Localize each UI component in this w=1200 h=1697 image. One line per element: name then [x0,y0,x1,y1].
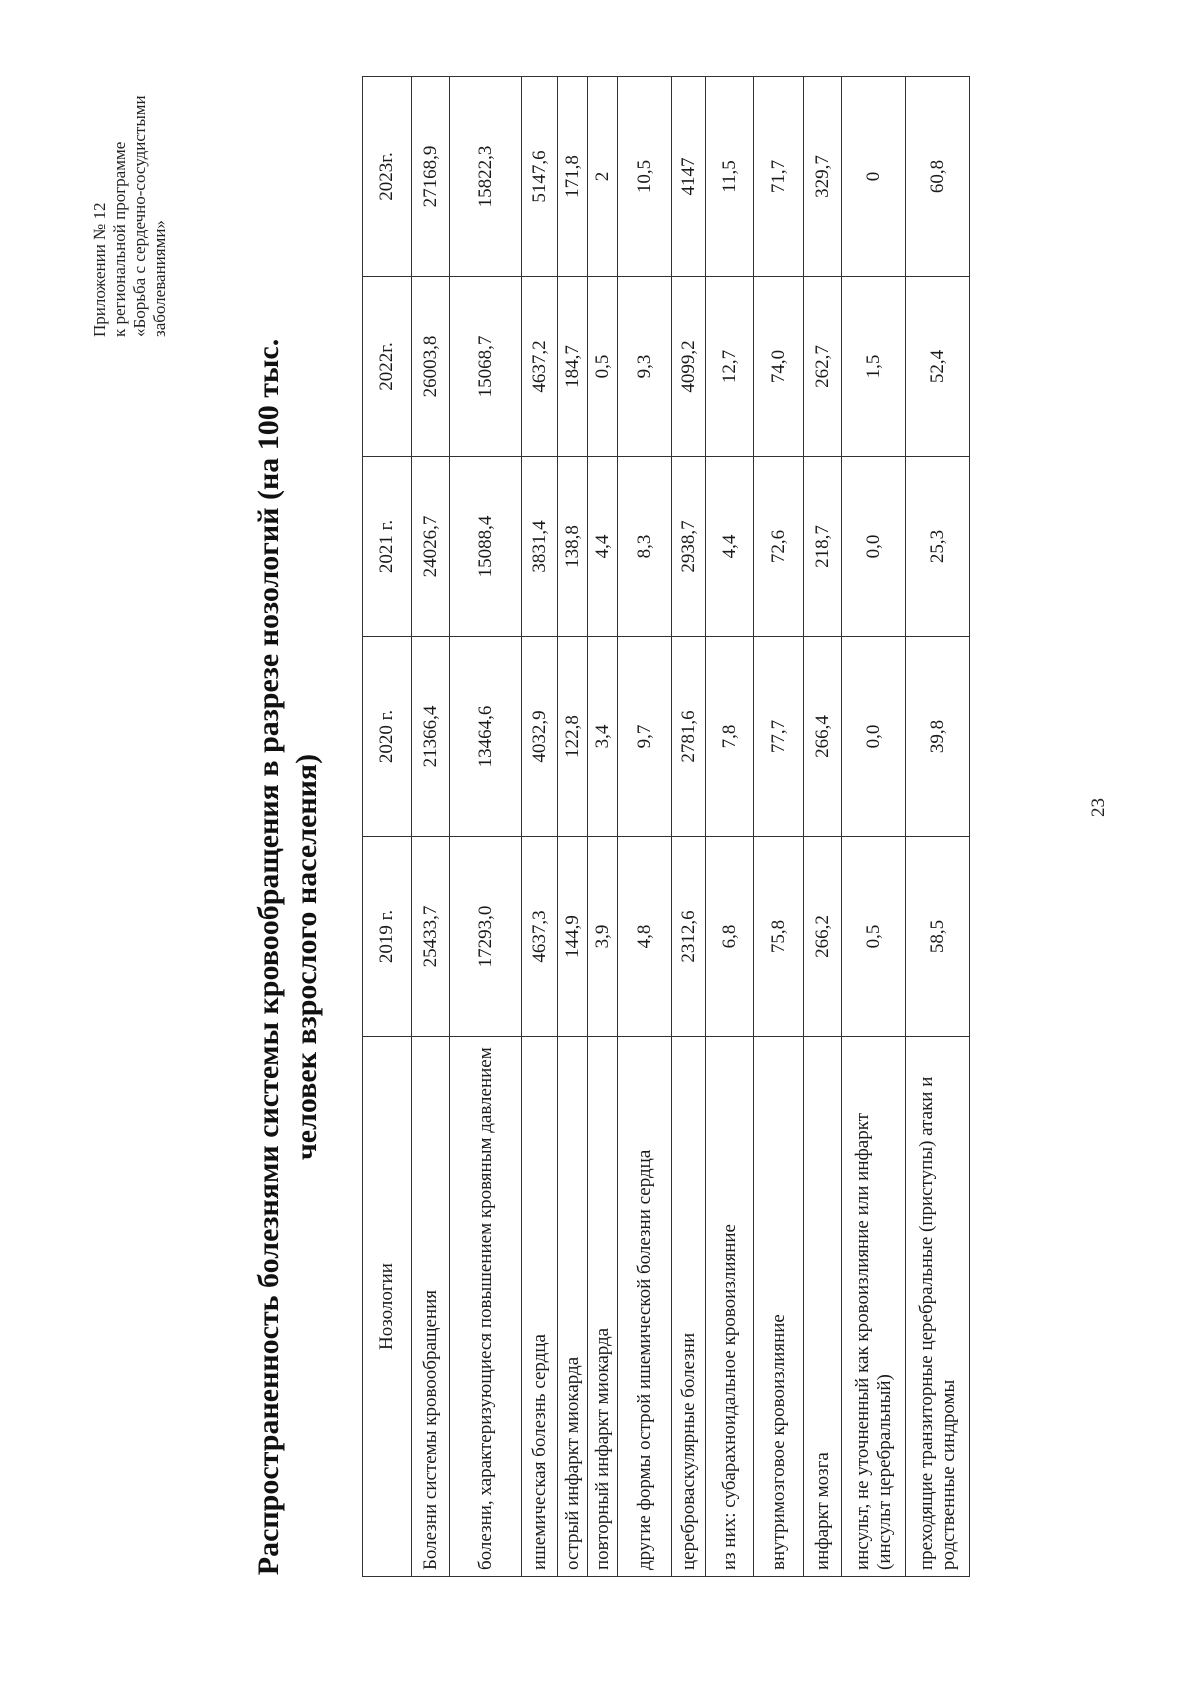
value-cell: 171,8 [558,77,588,277]
value-cell: 9,3 [618,277,672,457]
value-cell: 5147,6 [522,77,558,277]
value-cell: 144,9 [558,837,588,1037]
table-row [706,77,754,1577]
value-cell: 4637,3 [522,837,558,1037]
value-cell: 24026,7 [412,457,450,637]
nosology-cell: Болезни системы кровообращения [412,1037,450,1577]
value-cell: 11,5 [706,77,754,277]
table-row [522,77,558,1577]
value-cell: 60,8 [906,77,970,277]
value-cell: 0,0 [842,637,906,837]
value-cell: 4,4 [588,457,618,637]
value-cell: 184,7 [558,277,588,457]
value-cell: 27168,9 [412,77,450,277]
value-cell: 15068,7 [450,277,522,457]
table-row [618,77,672,1577]
annex-line-3: «Борьба с сердечно-сосудистыми [130,95,149,337]
header-year: 2020 г. [363,637,412,837]
value-cell: 8,3 [618,457,672,637]
value-cell: 25,3 [906,457,970,637]
page-number: 23 [1088,798,1109,817]
value-cell: 77,7 [754,637,804,837]
prevalence-table [362,76,970,1577]
nosology-cell: преходящие транзиторные церебральные (приступы) атаки и родственные синдромы [906,1037,970,1577]
table-row [754,77,804,1577]
table-header-row [363,77,412,1577]
nosology-cell: другие формы острой ишемической болезни сердца [618,1037,672,1577]
document-title [250,337,326,1577]
header-year: 2022г. [363,277,412,457]
table-row [672,77,706,1577]
value-cell: 75,8 [754,837,804,1037]
table-body [412,77,970,1577]
value-cell: 74,0 [754,277,804,457]
value-cell: 17293,0 [450,837,522,1037]
value-cell: 218,7 [804,457,842,637]
value-cell: 2781,6 [672,637,706,837]
nosology-cell: болезни, характеризующиеся повышением кровяным давлением [450,1037,522,1577]
value-cell: 2 [588,77,618,277]
table-row [804,77,842,1577]
value-cell: 4,8 [618,837,672,1037]
table-row [412,77,450,1577]
value-cell: 58,5 [906,837,970,1037]
value-cell: 25433,7 [412,837,450,1037]
value-cell: 9,7 [618,637,672,837]
table-row [906,77,970,1577]
annex-line-1: Приложении № 12 [90,202,109,337]
header-year: 2021 г. [363,457,412,637]
value-cell: 12,7 [706,277,754,457]
value-cell: 262,7 [804,277,842,457]
value-cell: 138,8 [558,457,588,637]
value-cell: 2938,7 [672,457,706,637]
value-cell: 3831,4 [522,457,558,637]
value-cell: 10,5 [618,77,672,277]
nosology-cell: из них: субарахноидальное кровоизлияние [706,1037,754,1577]
value-cell: 7,8 [706,637,754,837]
value-cell: 329,7 [804,77,842,277]
value-cell: 71,7 [754,77,804,277]
value-cell: 39,8 [906,637,970,837]
value-cell: 4032,9 [522,637,558,837]
table-row [450,77,522,1577]
value-cell: 26003,8 [412,277,450,457]
nosology-cell: внутримозговое кровоизлияние [754,1037,804,1577]
header-nosology: Нозологии [363,1037,412,1577]
value-cell: 0,0 [842,457,906,637]
value-cell: 3,4 [588,637,618,837]
table-row [842,77,906,1577]
value-cell: 122,8 [558,637,588,837]
annex-line-2: к региональной программе [110,141,129,337]
value-cell: 6,8 [706,837,754,1037]
value-cell: 0,5 [588,277,618,457]
value-cell: 4147 [672,77,706,277]
value-cell: 266,4 [804,637,842,837]
nosology-cell: инфаркт мозга [804,1037,842,1577]
value-cell: 13464,6 [450,637,522,837]
nosology-cell: цереброваскулярные болезни [672,1037,706,1577]
annex-line-4: заболеваниями» [150,220,169,337]
value-cell: 4637,2 [522,277,558,457]
title-line-2: человек взрослого населения) [290,753,323,1161]
title-line-1: Распространенность болезнями системы кровообращения в разрезе нозологий (на 100 тыс. [252,338,285,1576]
value-cell: 52,4 [906,277,970,457]
annex-note [90,37,170,337]
table-row [558,77,588,1577]
nosology-cell: ишемическая болезнь сердца [522,1037,558,1577]
value-cell: 0 [842,77,906,277]
value-cell: 15088,4 [450,457,522,637]
value-cell: 4099,2 [672,277,706,457]
value-cell: 0,5 [842,837,906,1037]
header-year: 2019 г. [363,837,412,1037]
value-cell: 72,6 [754,457,804,637]
value-cell: 21366,4 [412,637,450,837]
value-cell: 266,2 [804,837,842,1037]
header-year: 2023г. [363,77,412,277]
value-cell: 15822,3 [450,77,522,277]
value-cell: 1,5 [842,277,906,457]
nosology-cell: инсульт, не уточненный как кровоизлияние или инфаркт (инсульт церебральный) [842,1037,906,1577]
table-row [588,77,618,1577]
nosology-cell: острый инфаркт миокарда [558,1037,588,1577]
value-cell: 4,4 [706,457,754,637]
nosology-cell: повторный инфаркт миокарда [588,1037,618,1577]
value-cell: 2312,6 [672,837,706,1037]
value-cell: 3,9 [588,837,618,1037]
